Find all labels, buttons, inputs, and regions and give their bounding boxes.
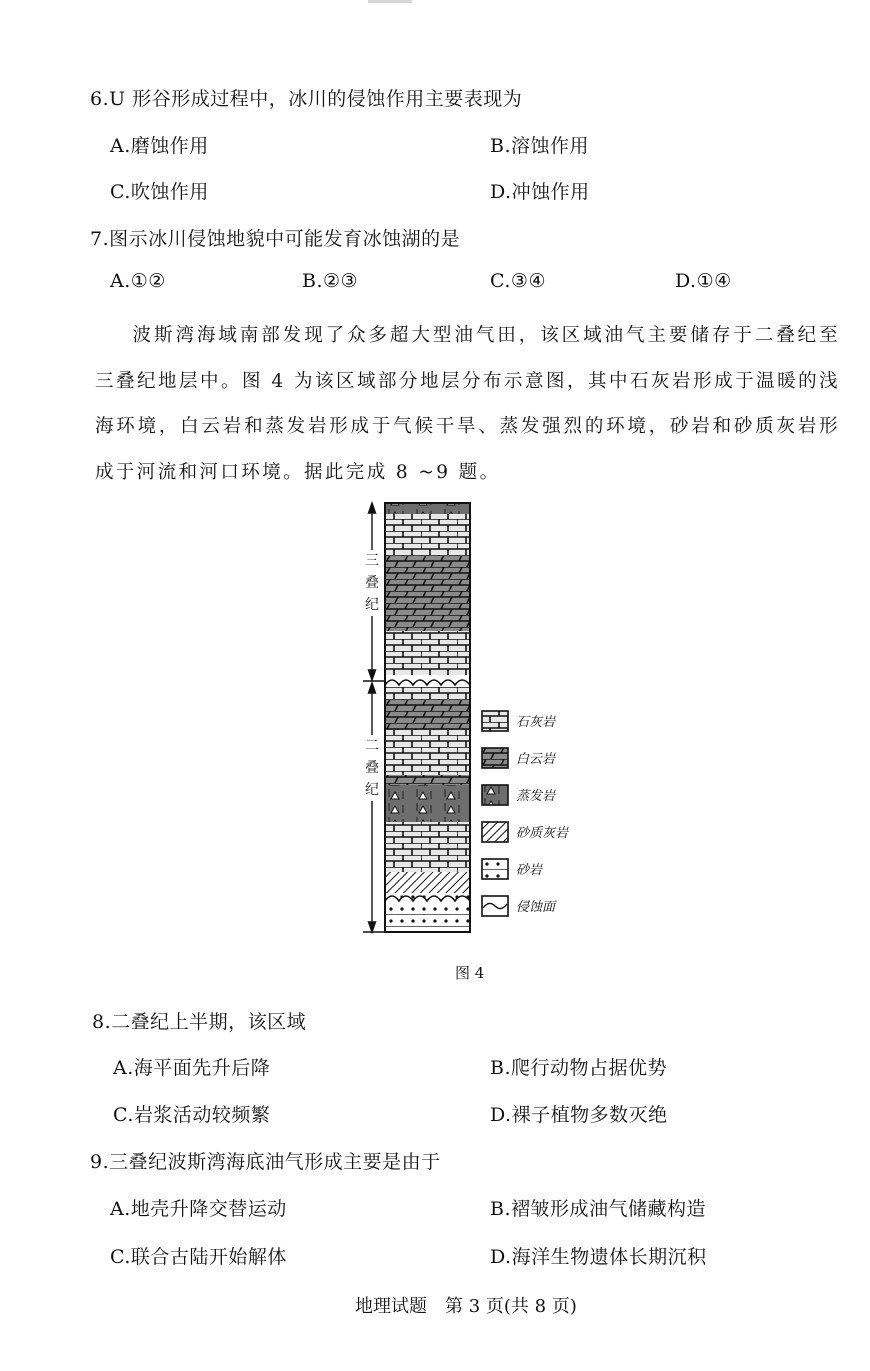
dolomite-legend-icon — [481, 747, 509, 769]
period-label-permian: 二 叠 纪 — [363, 735, 381, 801]
question-6-option-d[interactable]: D.冲蚀作用 — [490, 181, 590, 203]
legend-label-erosion-surface: 侵蚀面 — [516, 900, 556, 915]
question-8-option-c[interactable]: C.岩浆活动较频繁 — [113, 1104, 271, 1126]
strata-column — [385, 503, 470, 932]
question-8-option-d[interactable]: D.裸子植物多数灭绝 — [490, 1104, 668, 1126]
passage-text: 波斯湾海域南部发现了众多超大型油气田，该区域油气主要储存于二叠纪至三叠纪地层中。图 4 为该区域部分地层分布示意图，其中石灰岩形成于温暖的浅海环境，白云岩和蒸发岩形成于气候干旱、蒸发强烈的环境，砂岩和砂质灰岩形成于河流和河口环境。据此完成 8 ~9 题。 — [95, 325, 840, 483]
limestone-legend-icon — [481, 710, 509, 732]
figure-caption: 图 4 — [455, 964, 485, 982]
sandy-limestone-legend-icon — [481, 821, 509, 843]
question-9-option-d[interactable]: D.海洋生物遗体长期沉积 — [490, 1246, 707, 1268]
legend-label-evaporite: 蒸发岩 — [516, 789, 556, 804]
question-7-option-a[interactable]: A.①② — [110, 270, 166, 292]
erosion-surface-legend-icon — [481, 895, 509, 917]
question-7-option-d[interactable]: D.①④ — [675, 270, 732, 292]
question-6-stem: 6.U 形谷形成过程中，冰川的侵蚀作用主要表现为 — [90, 88, 523, 110]
scan-artifact — [368, 0, 412, 3]
question-7-option-b[interactable]: B.②③ — [302, 270, 359, 292]
question-6-option-c[interactable]: C.吹蚀作用 — [110, 181, 209, 203]
question-6-option-b[interactable]: B.溶蚀作用 — [490, 135, 590, 157]
evaporite-legend-icon — [481, 784, 509, 806]
sandstone-legend-icon — [481, 858, 509, 880]
question-7-stem: 7.图示冰川侵蚀地貌中可能发育冰蚀湖的是 — [90, 228, 461, 250]
question-9-stem: 9.三叠纪波斯湾海底油气形成主要是由于 — [90, 1151, 441, 1173]
legend-label-limestone: 石灰岩 — [516, 715, 556, 730]
legend-label-sandstone: 砂岩 — [516, 863, 543, 878]
question-8-option-a[interactable]: A.海平面先升后降 — [113, 1057, 271, 1079]
legend-label-sandy-limestone: 砂质灰岩 — [516, 826, 569, 841]
question-7-option-c[interactable]: C.③④ — [490, 270, 546, 292]
legend-label-dolomite: 白云岩 — [516, 752, 556, 767]
question-8-option-b[interactable]: B.爬行动物占据优势 — [490, 1057, 668, 1079]
period-label-triassic: 三 叠 纪 — [363, 550, 381, 616]
question-9-option-c[interactable]: C.联合古陆开始解体 — [110, 1246, 287, 1268]
figure-4-strata-diagram — [355, 495, 615, 940]
question-8-stem: 8.二叠纪上半期，该区域 — [92, 1011, 307, 1033]
question-9-option-a[interactable]: A.地壳升降交替运动 — [110, 1198, 287, 1220]
page-footer: 地理试题 第 3 页(共 8 页) — [355, 1296, 577, 1317]
question-9-option-b[interactable]: B.褶皱形成油气储藏构造 — [490, 1198, 707, 1220]
question-6-option-a[interactable]: A.磨蚀作用 — [110, 135, 209, 157]
